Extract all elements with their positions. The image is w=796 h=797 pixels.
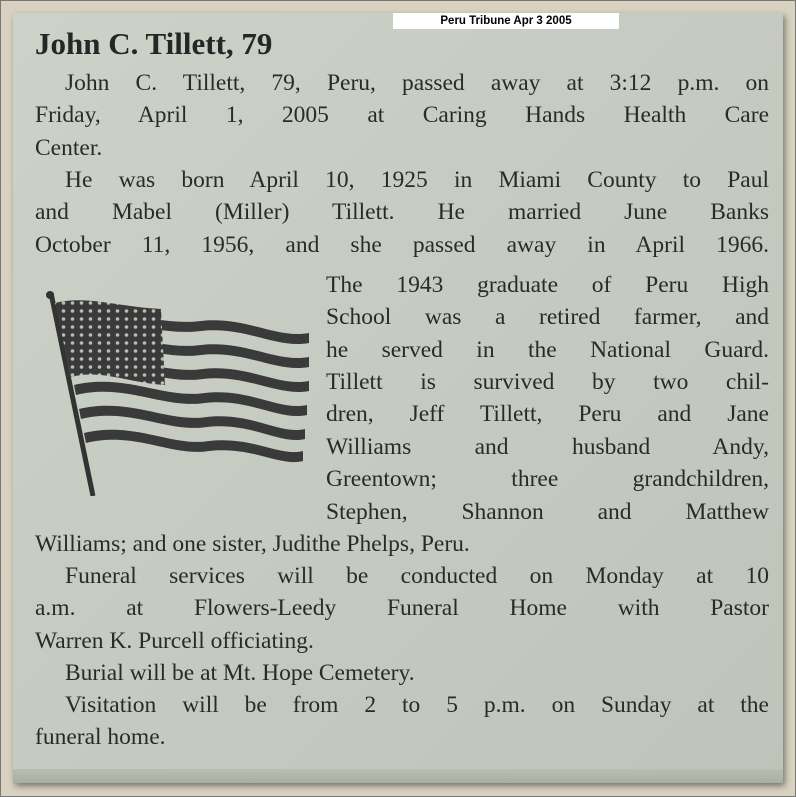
text-line: a.m. at Flowers-Leedy Funeral Home with Pastor (35, 595, 769, 622)
text-line: Center. (35, 134, 103, 161)
paragraph-funeral-services (35, 560, 769, 657)
paragraph-death-notice (35, 67, 769, 164)
text-line: Burial will be at Mt. Hope Cemetery. (65, 660, 415, 686)
text-line: Williams and husband Andy, (326, 433, 769, 460)
paragraph-visitation (35, 689, 769, 754)
american-flag-icon (41, 291, 311, 496)
text-line: He was born April 10, 1925 in Miami County to Paul (65, 167, 769, 193)
paragraph-career (326, 269, 769, 366)
paragraph-survivors (326, 366, 769, 528)
text-line: Stephen, Shannon and Matthew (326, 498, 769, 525)
clipping-bottom-edge (13, 769, 783, 783)
text-line: October 11, 1956, and she passed away in April 1966. (35, 231, 769, 258)
text-line: School was a retired farmer, and (326, 304, 769, 331)
text-line: John C. Tillett, 79, Peru, passed away at 3:12 p.m. on (65, 70, 769, 96)
text-line: Visitation will be from 2 to 5 p.m. on Sunday at the (65, 692, 769, 718)
text-line: he served in the National Guard. (326, 336, 769, 363)
text-line: dren, Jeff Tillett, Peru and Jane (326, 401, 769, 428)
text-line: Warren K. Purcell officiating. (35, 627, 314, 654)
source-caption: Peru Tribune Apr 3 2005 (393, 13, 619, 29)
text-line: Williams; and one sister, Judithe Phelps, Peru. (35, 531, 470, 557)
obituary-headline: John C. Tillett, 79 (35, 26, 273, 61)
text-line: Greentown; three grandchildren, (326, 466, 769, 493)
text-line: Friday, April 1, 2005 at Caring Hands Health Care (35, 102, 769, 129)
text-line: The 1943 graduate of Peru High (326, 272, 769, 298)
newspaper-clipping (13, 13, 783, 783)
paragraph-burial (35, 657, 769, 689)
text-line: Tillett is survived by two chil- (326, 369, 769, 395)
text-line: and Mabel (Miller) Tillett. He married June Banks (35, 199, 769, 226)
paragraph-survivors-continued (35, 528, 769, 560)
text-line: Funeral services will be conducted on Monday at 10 (65, 563, 769, 589)
paragraph-birth-marriage (35, 164, 769, 261)
text-line: funeral home. (35, 724, 166, 751)
